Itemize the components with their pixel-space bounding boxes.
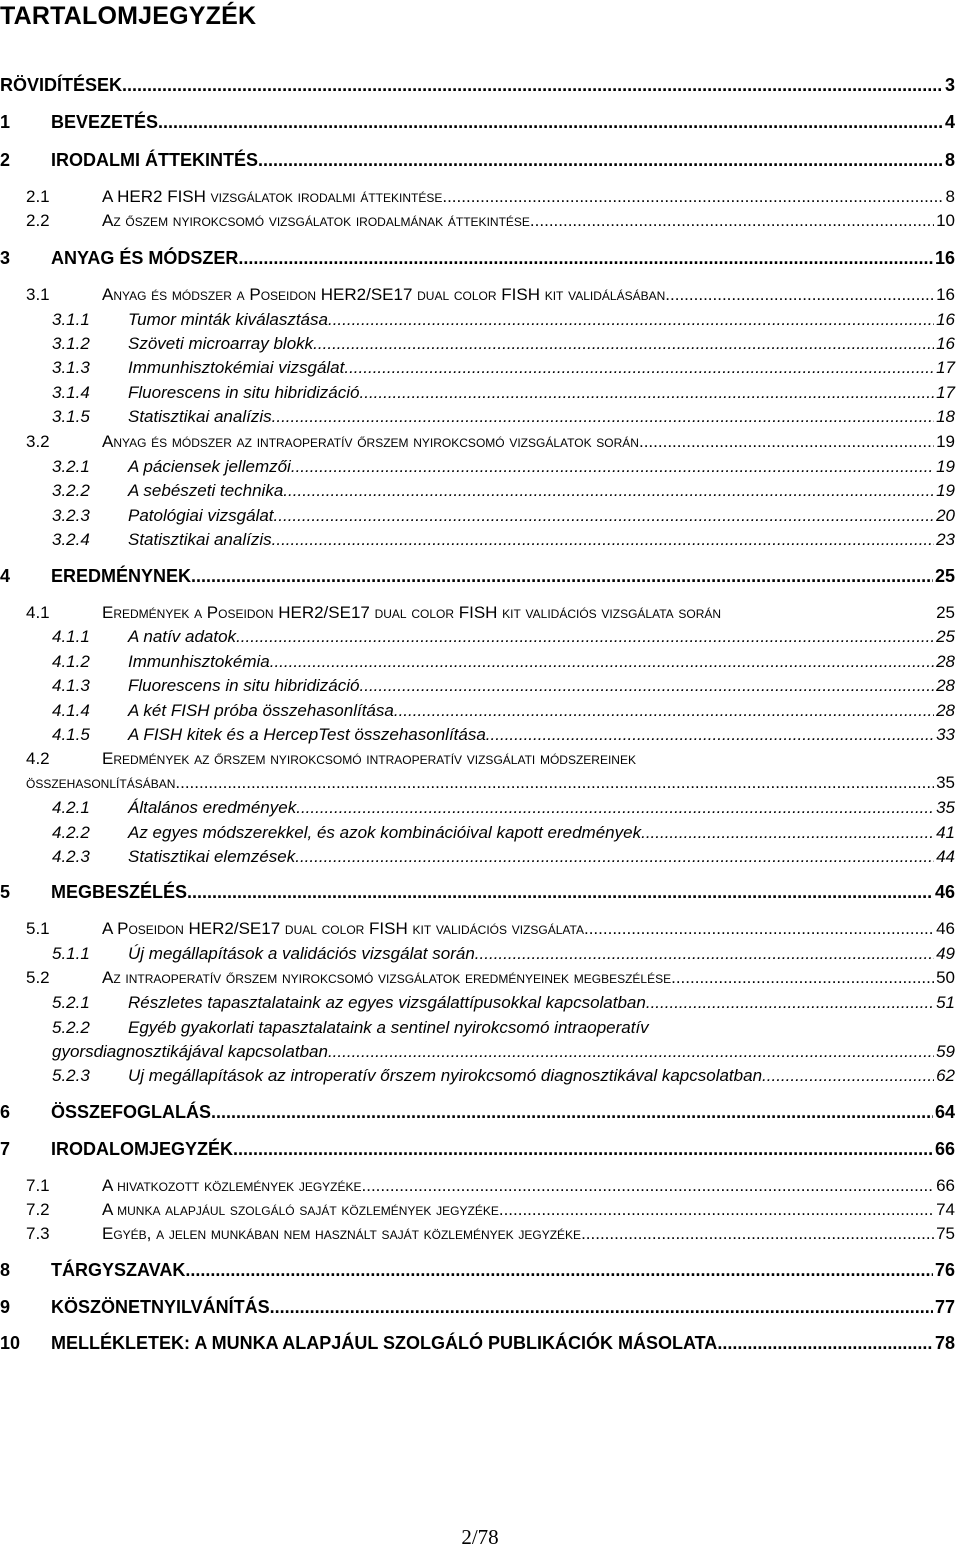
dot-leader [394,700,934,722]
toc-entry[interactable] [52,846,955,868]
toc-entry-number: 5.2.1 [52,993,90,1012]
toc-entry-number: 3.2 [26,432,50,451]
toc-entry-number: 3.2.2 [52,481,90,500]
toc-entry-title: Uj megállapítások az introperatív őrszem nyirokcsomó diagnosztikával kapcsolatban [128,1066,763,1085]
toc-entry-title: A Poseidon HER2/SE17 dual color FISH kit validációs vizsgálata [102,919,584,938]
toc-entry-number: 4.1.1 [52,627,90,646]
toc-entry-page: 51 [936,993,955,1012]
toc-entry-page: 77 [934,1297,955,1317]
toc-entry-number: 3.2.1 [52,457,90,476]
dot-leader [233,1137,933,1161]
dot-leader [499,1199,934,1221]
toc-entry[interactable] [0,1017,955,1063]
toc-entry-page: 35 [936,798,955,817]
toc-entry-number: 4.2.1 [52,798,90,817]
dot-leader [236,626,934,648]
toc-entry-page: 17 [936,358,955,377]
toc-entry-number: 4 [0,566,11,586]
toc-entry-title: IRODALOMJEGYZÉK [51,1139,234,1159]
toc-entry-title: ANYAG ÉS MÓDSZER [51,248,239,268]
dot-leader [258,148,943,172]
toc-entry[interactable] [52,456,955,478]
dot-leader [187,880,933,904]
toc-entry[interactable] [52,309,955,331]
toc-entry-page: 46 [936,919,955,938]
toc-entry-number: 5 [0,882,11,902]
dot-leader [475,943,934,965]
toc-entry-title: Fluorescens in situ hibridizáció [128,383,360,402]
toc-entry-number: 5.2.2 [52,1018,90,1037]
toc-entry[interactable] [0,246,955,270]
toc-entry-number: 5.2.3 [52,1066,90,1085]
toc-entry-title: Statisztikai elemzések [128,847,296,866]
dot-leader [530,210,934,232]
toc-entry-title: Az őszem nyirokcsomó vizsgálatok irodalmának áttekintése [102,211,530,230]
dot-leader [362,1175,935,1197]
toc-entry[interactable] [52,700,955,722]
toc-entry-title: Új megállapítások a validációs vizsgálat során [128,944,475,963]
toc-entry-page: 16 [936,285,955,304]
toc-entry-title: A sebészeti technika [128,481,284,500]
toc-entry-number: 2 [0,150,11,170]
toc-entry-page: 8 [944,150,955,170]
toc-entry[interactable] [52,529,955,551]
toc-entry[interactable] [26,210,955,232]
toc-entry-number: 2.2 [26,211,50,230]
dot-leader [296,797,934,819]
toc-entry-number: 3.1.2 [52,334,90,353]
toc-entry-page: 28 [936,701,955,720]
dot-leader [272,406,934,428]
toc-entry-page: 28 [936,676,955,695]
toc-entry[interactable] [0,1258,955,1282]
dot-leader [291,456,934,478]
dot-leader [122,73,943,97]
toc-entry-page: 66 [936,1176,955,1195]
dot-leader [762,1065,934,1087]
dot-leader [360,675,935,697]
dot-leader [283,480,934,502]
toc-entry-title: A FISH kitek és a HercepTest összehasonlítása [128,725,486,744]
toc-entry-page: 33 [936,725,955,744]
page-number: 2/78 [461,1525,499,1549]
toc-entry-number: 3.1 [26,285,50,304]
toc-entry[interactable] [52,724,955,746]
toc-entry-number: 3.2.3 [52,506,90,525]
toc-entry-number: 7.2 [26,1200,50,1219]
toc-entry-number: 9 [0,1297,11,1317]
toc-entry-number: 4.1.2 [52,652,90,671]
toc-entry-title: Fluorescens in situ hibridizáció [128,676,360,695]
toc-entry[interactable] [0,73,955,97]
toc-entry-title: A hivatkozott közlemények jegyzéke [102,1176,362,1195]
dot-leader [641,822,934,844]
toc-entry[interactable] [0,1295,955,1319]
toc-entry-page: 4 [944,112,955,132]
toc-entry-page: 19 [936,481,955,500]
toc-entry-number: 2.1 [26,187,50,206]
toc-entry-title: Tumor minták kiválasztása [128,310,328,329]
toc-entry[interactable] [26,967,955,989]
toc-entry-title: Az intraoperatív őrszem nyirokcsomó vizsgálatok eredményeinek megbeszélése [102,968,672,987]
toc-entry-title: Statisztikai analízis [128,530,272,549]
toc-heading: TARTALOMJEGYZÉK [0,2,257,30]
toc-entry-title: Patológiai vizsgálat [128,506,274,525]
toc-entry-title: Anyag és módszer az intraoperatív őrszem nyirokcsomó vizsgálatok során [102,432,639,451]
toc-entry-page: 78 [934,1333,955,1353]
toc-entry-page: 35 [936,773,955,792]
toc-entry[interactable] [0,748,955,794]
toc-entry-number: 3.2.4 [52,530,90,549]
toc-entry-page: 23 [936,530,955,549]
toc-entry[interactable] [52,333,955,355]
toc-entry[interactable] [52,1065,955,1087]
toc-entry-page: 59 [936,1042,955,1061]
toc-entry[interactable] [26,1223,955,1245]
toc-entry-page: 3 [944,75,955,95]
toc-entry-number: 6 [0,1102,11,1122]
toc-entry-number: 3.1.4 [52,383,90,402]
toc-entry-number: 5.1.1 [52,944,90,963]
toc-entry-page: 10 [936,211,955,230]
toc-entry-title: MEGBESZÉLÉS [51,882,188,902]
toc-entry-title: Részletes tapasztalataink az egyes vizsgálattípusokkal kapcsolatban [128,993,646,1012]
toc-entry-title: Anyag és módszer a Poseidon HER2/SE17 dual color FISH kit validálásában [102,285,666,304]
dot-leader [639,431,934,453]
toc-entry-title: Statisztikai analízis [128,407,272,426]
dot-leader [313,333,934,355]
toc-entry-number: 5.1 [26,919,50,938]
toc-entry[interactable] [52,797,955,819]
toc-entry-title-continued: gyorsdiagnosztikájával kapcsolatban. [52,1042,333,1061]
toc-entry-number: 3.1.3 [52,358,90,377]
toc-entry[interactable] [52,992,955,1014]
dot-leader [328,309,934,331]
toc-entry-page: 18 [936,407,955,426]
toc-entry-page: 16 [936,334,955,353]
toc-entry-title: Egyéb gyakorlati tapasztalataink a sentinel nyirokcsomó intraoperatív [128,1018,649,1037]
toc-entry-title: BEVEZETÉS [51,112,159,132]
toc-entry-page: 25 [936,603,955,622]
toc-entry[interactable] [52,382,955,404]
toc-entry-title: Az egyes módszerekkel, és azok kombinációival kapott eredmények [128,823,642,842]
toc-entry[interactable] [52,675,955,697]
toc-entry-number: 4.1.5 [52,725,90,744]
toc-entry-title: A HER2 FISH vizsgálatok irodalmi áttekintése [102,187,443,206]
dot-leader [238,246,933,270]
toc-entry[interactable] [52,651,955,673]
toc-entry[interactable] [0,880,955,904]
toc-entry[interactable] [26,186,955,208]
toc-entry[interactable] [26,602,955,624]
toc-entry-number: 4.1.4 [52,701,90,720]
dot-leader [295,846,934,868]
toc-entry[interactable] [26,918,955,940]
toc-entry-title: Egyéb, a jelen munkában nem használt saját közlemények jegyzéke [102,1224,582,1243]
toc-entry[interactable] [26,284,955,306]
toc-entry-page: 75 [936,1224,955,1243]
toc-entry-title: EREDMÉNYNEK [51,566,192,586]
toc-entry-number: 7.1 [26,1176,50,1195]
toc-entry[interactable] [26,1199,955,1221]
dot-leader [270,651,934,673]
dot-leader [270,1295,933,1319]
toc-entry-page: 44 [936,847,955,866]
dot-leader [211,1100,933,1124]
toc-entry-page: 62 [936,1066,955,1085]
toc-entry-page: 8 [945,187,955,206]
toc-entry-title: Immunhisztokémia [128,652,270,671]
toc-entry-title: Eredmények az őrszem nyirokcsomó intraoperatív vizsgálati módszereinek [102,749,636,768]
toc-entry-page: 17 [936,383,955,402]
toc-entry-page: 25 [936,627,955,646]
toc-entry-number: 4.1 [26,603,50,622]
toc-entry-title: TÁRGYSZAVAK [51,1260,186,1280]
toc-entry[interactable] [0,148,955,172]
toc-entry-page: 25 [934,566,955,586]
toc-entry-page: 16 [936,310,955,329]
toc-entry-number: 1 [0,112,11,132]
toc-entry-title: MELLÉKLETEK: A MUNKA ALAPJÁUL SZOLGÁLÓ PUBLIKÁCIÓK MÁSOLATA [51,1333,718,1353]
toc-entry-title: Immunhisztokémiai vizsgálat [128,358,345,377]
toc-entry[interactable] [52,822,955,844]
toc-entry[interactable] [0,1137,955,1161]
toc-entry-title: IRODALMI ÁTTEKINTÉS [51,150,258,170]
toc-entry-number: 7.3 [26,1224,50,1243]
toc-entry-number: 4.2 [26,749,50,768]
toc-entry-number: 4.2.2 [52,823,90,842]
toc-entry-title-continued: összehasonlításában [26,773,176,792]
toc-entry-title: RÖVIDÍTÉSEK [0,75,123,95]
dot-leader [717,1331,933,1355]
toc-entry-page: 64 [934,1102,955,1122]
dot-leader [671,967,934,989]
toc-entry-title: A páciensek jellemzői [128,457,291,476]
toc-entry-number: 4.1.3 [52,676,90,695]
toc-entry-number: 4.2.3 [52,847,90,866]
dot-leader [584,918,934,940]
toc-entry-page: 19 [936,432,955,451]
toc-entry-page: 19 [936,457,955,476]
dot-leader [272,529,934,551]
dot-leader [175,772,934,794]
toc-entry-title: Szöveti microarray blokk [128,334,314,353]
toc-entry-page: 74 [936,1200,955,1219]
dot-leader [158,110,943,134]
dot-leader [185,1258,933,1282]
dot-leader [360,382,935,404]
toc-entry-title: A munka alapjául szolgáló saját közlemények jegyzéke [102,1200,499,1219]
dot-leader [191,564,933,588]
toc-entry-title: KÖSZÖNETNYILVÁNÍTÁS [51,1297,270,1317]
toc-entry[interactable] [52,626,955,648]
toc-entry[interactable] [0,1100,955,1124]
toc-entry-number: 3 [0,248,11,268]
toc-entry-number: 3.1.5 [52,407,90,426]
toc-entry-page: 20 [936,506,955,525]
toc-entry[interactable] [52,480,955,502]
toc-entry-title: Eredmények a Poseidon HER2/SE17 dual color FISH kit validációs vizsgálata során [102,603,722,622]
toc-entry-page: 50 [936,968,955,987]
toc-entry-number: 7 [0,1139,11,1159]
toc-entry-title: A natív adatok [128,627,237,646]
dot-leader [274,505,935,527]
toc-entry[interactable] [52,406,955,428]
toc-entry-number: 10 [0,1333,21,1353]
toc-entry-number: 3.1.1 [52,310,90,329]
toc-entry[interactable] [0,564,955,588]
toc-entry-page: 76 [934,1260,955,1280]
dot-leader [344,357,934,379]
toc-entry-number: 8 [0,1260,11,1280]
toc-entry-page: 16 [934,248,955,268]
dot-leader [442,186,943,208]
toc-entry[interactable] [26,1175,955,1197]
toc-entry-page: 41 [936,823,955,842]
toc-entry[interactable] [52,505,955,527]
toc-entry[interactable] [52,357,955,379]
toc-entry-page: 46 [934,882,955,902]
toc-entry-page: 28 [936,652,955,671]
toc-entry[interactable] [26,431,955,453]
dot-leader [665,284,934,306]
toc-entry-title: ÖSSZEFOGLALÁS [51,1102,212,1122]
toc-entry[interactable] [0,110,955,134]
dot-leader [646,992,934,1014]
toc-entry[interactable] [52,943,955,965]
toc-entry-page: 66 [934,1139,955,1159]
dot-leader [333,1041,934,1063]
toc-entry-page: 49 [936,944,955,963]
toc-entry-title: Általános eredmények [128,798,297,817]
toc-entry-title: A két FISH próba összehasonlítása [128,701,394,720]
toc-entry[interactable] [0,1331,955,1355]
toc-entry-number: 5.2 [26,968,50,987]
dot-leader [486,724,934,746]
dot-leader [581,1223,934,1245]
